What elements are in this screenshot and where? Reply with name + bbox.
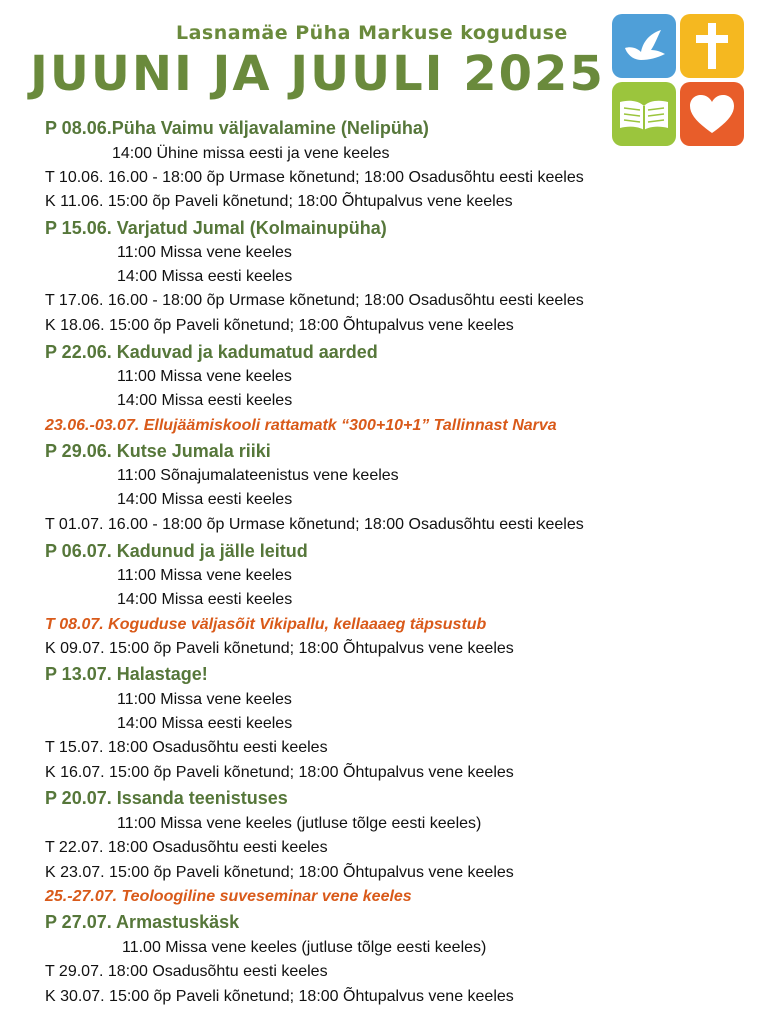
weekday-entry: K 30.07. 15:00 õp Paveli kõnetund; 18:00 Õhtupalvus vene keeles — [45, 988, 514, 1005]
weekday-entry: K 11.06. 15:00 õp Paveli kõnetund; 18:00 Õhtupalvus vene keeles — [45, 193, 513, 210]
sunday-heading: P 22.06. Kaduvad ja kadumatud aarded — [45, 342, 378, 362]
service-time: 11:00 Missa vene keeles — [117, 691, 292, 708]
service-time: 14:00 Missa eesti keeles — [117, 591, 293, 608]
sunday-heading: P 06.07. Kadunud ja jälle leitud — [45, 541, 308, 561]
weekday-entry: T 22.07. 18:00 Osadusõhtu eesti keeles — [45, 839, 328, 856]
weekday-entry: T 10.06. 16.00 - 18:00 õp Urmase kõnetund; 18:00 Osadusõhtu eesti keeles — [45, 169, 584, 186]
weekday-entry: T 29.07. 18:00 Osadusõhtu eesti keeles — [45, 963, 328, 980]
sunday-heading: P 15.06. Varjatud Jumal (Kolmainupüha) — [45, 218, 387, 238]
special-event: 23.06.-03.07. Ellujäämiskooli rattamatk “300+10+1” Tallinnast Narva — [45, 417, 557, 434]
weekday-entry: T 15.07. 18:00 Osadusõhtu eesti keeles — [45, 739, 328, 756]
special-event: 25.-27.07. Teoloogiline suveseminar vene keeles — [45, 888, 412, 905]
sunday-heading: P 13.07. Halastage! — [45, 664, 208, 684]
page-title: JUUNI JA JUULI 2025 — [30, 46, 605, 102]
weekday-entry: K 18.06. 15:00 õp Paveli kõnetund; 18:00 Õhtupalvus vene keeles — [45, 317, 514, 334]
service-time: 14:00 Ühine missa eesti ja vene keeles — [112, 145, 390, 162]
sunday-heading: P 08.06.Püha Vaimu väljavalamine (Nelipüha) — [45, 118, 429, 138]
sunday-heading: P 27.07. Armastuskäsk — [45, 912, 240, 932]
sunday-heading: P 20.07. Issanda teenistuses — [45, 788, 288, 808]
weekday-entry: K 16.07. 15:00 õp Paveli kõnetund; 18:00 Õhtupalvus vene keeles — [45, 764, 514, 781]
service-time: 11:00 Missa vene keeles — [117, 368, 292, 385]
sunday-heading: P 29.06. Kutse Jumala riiki — [45, 441, 271, 461]
service-time: 11:00 Missa vene keeles (jutluse tõlge eesti keeles) — [117, 815, 482, 832]
special-event: T 08.07. Koguduse väljasõit Vikipallu, kellaaaeg täpsustub — [45, 616, 487, 633]
service-time: 11:00 Missa vene keeles — [117, 244, 292, 261]
service-time: 14:00 Missa eesti keeles — [117, 715, 293, 732]
service-time: 11.00 Missa vene keeles (jutluse tõlge eesti keeles) — [122, 939, 487, 956]
weekday-entry: T 01.07. 16.00 - 18:00 õp Urmase kõnetund; 18:00 Osadusõhtu eesti keeles — [45, 516, 584, 533]
service-time: 11:00 Sõnajumalateenistus vene keeles — [117, 467, 399, 484]
weekday-entry: T 17.06. 16.00 - 18:00 õp Urmase kõnetund; 18:00 Osadusõhtu eesti keeles — [45, 292, 584, 309]
church-name: Lasnamäe Püha Markuse koguduse — [176, 22, 568, 44]
weekday-entry: K 09.07. 15:00 õp Paveli kõnetund; 18:00 Õhtupalvus vene keeles — [45, 640, 514, 657]
service-time: 14:00 Missa eesti keeles — [117, 392, 293, 409]
service-time: 11:00 Missa vene keeles — [117, 567, 292, 584]
weekday-entry: K 23.07. 15:00 õp Paveli kõnetund; 18:00 Õhtupalvus vene keeles — [45, 864, 514, 881]
service-time: 14:00 Missa eesti keeles — [117, 491, 293, 508]
service-time: 14:00 Missa eesti keeles — [117, 268, 293, 285]
